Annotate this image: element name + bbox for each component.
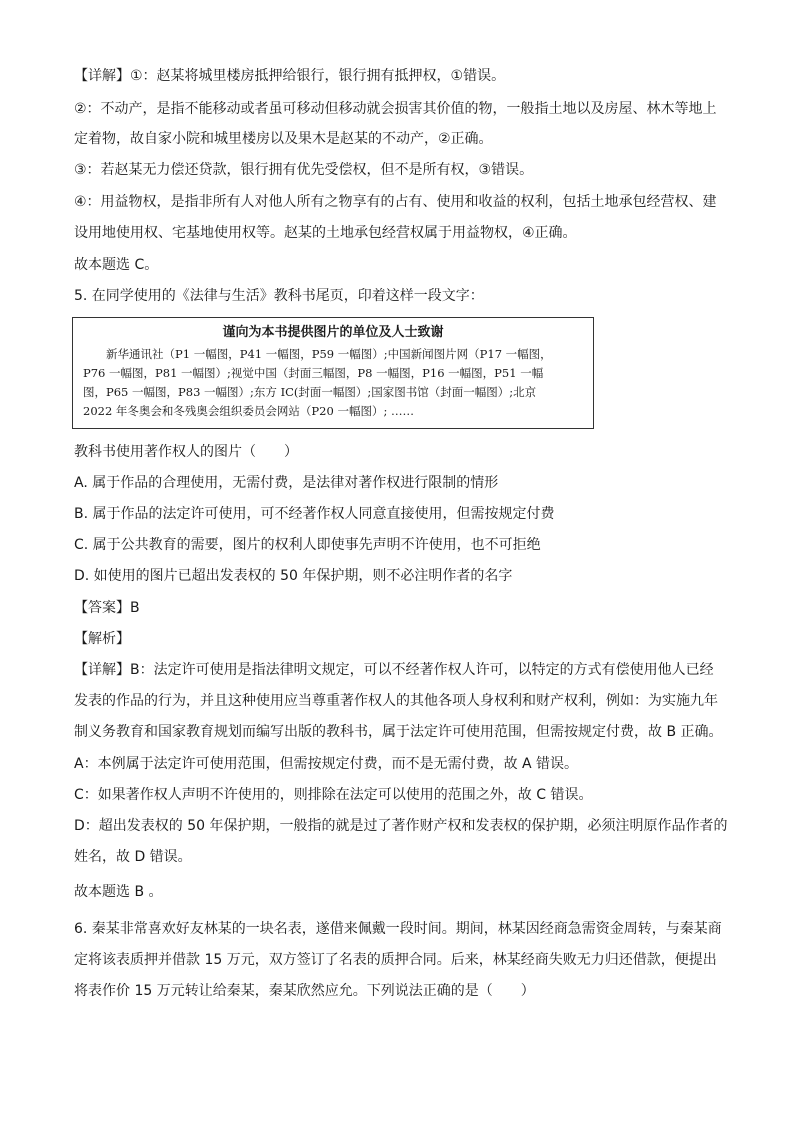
option-b: B. 属于作品的法定许可使用，可不经著作权人同意直接使用，但需按规定付费 <box>74 506 555 522</box>
detail-4: ④：用益物权，是指非所有人对他人所有之物享有的占有、使用和收益的权利，包括土地承包经营权、建 <box>74 194 717 210</box>
question-6: 6. 秦某非常喜欢好友林某的一块名表，遂借来佩戴一段时间。期间，林某因经商急需资金周转，与秦某商 <box>74 921 722 937</box>
detail-3: ③：若赵某无力偿还贷款，银行拥有优先受偿权，但不是所有权，③错误。 <box>74 162 534 178</box>
question-5-stem: 教科书使用著作权人的图片（ ） <box>74 444 298 460</box>
option-c: C. 属于公共教育的需要，图片的权利人即使事先声明不许使用，也不可拒绝 <box>74 537 541 553</box>
detail-b-cont: 制义务教育和国家教育规划而编写出版的教科书，属于法定许可使用范围，但需按规定付费，故 B 正确。 <box>74 724 723 740</box>
question-6-cont: 将表作价 15 万元转让给秦某，秦某欣然应允。下列说法正确的是（ ） <box>74 983 535 999</box>
detail-b: 【详解】B：法定许可使用是指法律明文规定，可以不经著作权人许可，以特定的方式有偿使用他人已经 <box>74 662 714 678</box>
option-d: D. 如使用的图片已超出发表权的 50 年保护期，则不必注明作者的名字 <box>74 568 513 584</box>
box-line: 2022 年冬奥会和冬残奥会组织委员会网站（P20 一幅图）; …… <box>83 404 414 418</box>
conclusion-4: 故本题选 C。 <box>74 257 159 273</box>
detail-d-cont: 姓名，故 D 错误。 <box>74 849 192 865</box>
question-6-cont: 定将该表质押并借款 15 万元，双方签订了名表的质押合同。后来，林某经商失败无力归还借款，便提出 <box>74 952 717 968</box>
detail-1: 【详解】①：赵某将城里楼房抵押给银行，银行拥有抵押权，①错误。 <box>74 68 506 84</box>
box-title: 谨向为本书提供图片的单位及人士致谢 <box>222 325 444 340</box>
option-a: A. 属于作品的合理使用，无需付费，是法律对著作权进行限制的情形 <box>74 475 499 491</box>
conclusion-5: 故本题选 B 。 <box>74 884 163 900</box>
box-line: 图，P65 一幅图，P83 一幅图）;东方 IC(封面一幅图）;国家图书馆（封面一幅图）;北京 <box>83 385 537 399</box>
detail-d: D：超出发表权的 50 年保护期，一般指的就是过了著作财产权和发表权的保护期，必须注明原作品作者的 <box>74 818 728 834</box>
acknowledgement-box <box>72 317 594 429</box>
detail-2: ②：不动产，是指不能移动或者虽可移动但移动就会损害其价值的物，一般指土地以及房屋、林木等地上 <box>74 101 717 117</box>
detail-b-cont: 发表的作品的行为，并且这种使用应当尊重著作权人的其他各项人身权利和财产权利，例如：为实施九年 <box>74 693 718 709</box>
box-line: P76 一幅图，P81 一幅图）;视觉中国（封面三幅图，P8 一幅图，P16 一幅图，P51 一幅 <box>83 366 544 380</box>
box-line: 新华通讯社（P1 一幅图，P41 一幅图，P59 一幅图）;中国新闻图片网（P17 一幅图， <box>83 347 552 361</box>
detail-2-cont: 定着物，故自家小院和城里楼房以及果木是赵某的不动产，②正确。 <box>74 131 493 147</box>
detail-c: C：如果著作权人声明不许使用的，则排除在法定可以使用的范围之外，故 C 错误。 <box>74 787 593 803</box>
question-5: 5. 在同学使用的《法律与生活》教科书尾页，印着这样一段文字： <box>74 288 484 304</box>
analysis-label: 【解析】 <box>74 631 130 647</box>
detail-4-cont: 设用地使用权、宅基地使用权等。赵某的土地承包经营权属于用益物权，④正确。 <box>74 225 577 241</box>
detail-a: A：本例属于法定许可使用范围，但需按规定付费，而不是无需付费，故 A 错误。 <box>74 756 579 772</box>
answer-label: 【答案】B <box>74 600 140 616</box>
